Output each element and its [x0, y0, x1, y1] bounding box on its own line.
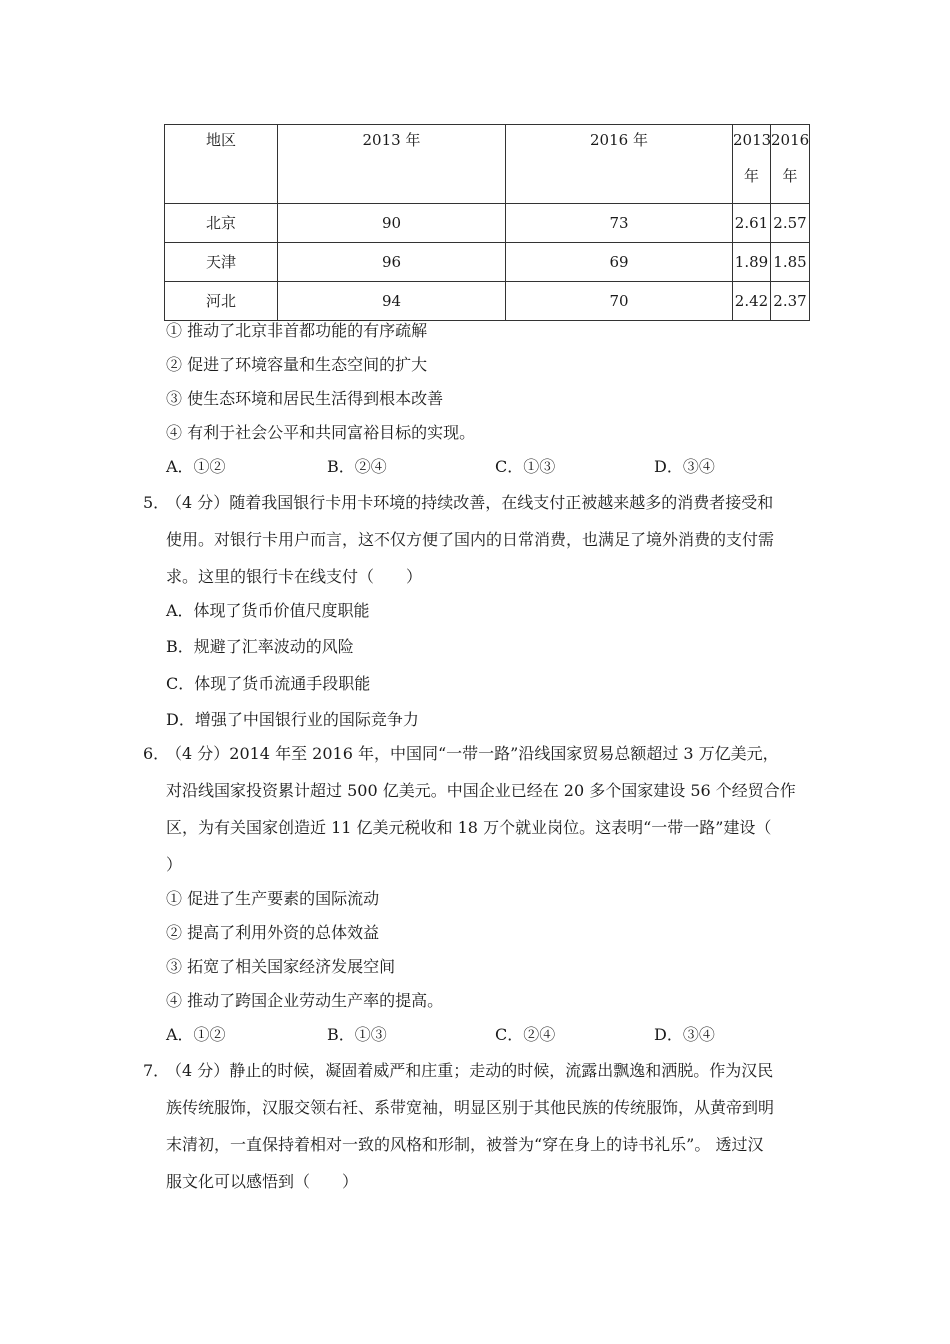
- header-2013: 2013 年: [278, 125, 506, 204]
- data-table: [164, 124, 810, 321]
- q5-line-2: 使用。对银行卡用户而言，这不仅方便了国内的日常消费，也满足了境外消费的支付需: [166, 530, 775, 549]
- cell-value: 94: [278, 282, 506, 321]
- cell-value: 2.37: [771, 282, 810, 321]
- cell-value: 69: [506, 243, 733, 282]
- q6-options: [166, 1024, 806, 1046]
- q7-line-3: 末清初，一直保持着相对一致的风格和形制，被誉为“穿在身上的诗书礼乐”。 透过汉: [166, 1135, 764, 1154]
- q6-statement-2: ② 提高了利用外资的总体效益: [166, 923, 380, 942]
- q7-line-1: （4 分）静止的时候，凝固着威严和庄重；走动的时候，流露出飘逸和洒脱。作为汉民: [166, 1061, 774, 1080]
- header-2016-narrow: [771, 125, 810, 204]
- q4-statement-3: ③ 使生态环境和居民生活得到根本改善: [166, 389, 444, 408]
- table-row: [165, 282, 810, 321]
- header-2016-narrow-unit: 年: [782, 167, 798, 185]
- q4-options: [166, 456, 806, 478]
- q4-option-d[interactable]: D．③④: [654, 457, 715, 476]
- q7-line-2: 族传统服饰，汉服交领右衽、系带宽袖，明显区别于其他民族的传统服饰，从黄帝到明: [166, 1098, 775, 1117]
- q4-option-b[interactable]: B．②④: [327, 457, 387, 476]
- q5-option-b[interactable]: B．规避了汇率波动的风险: [166, 637, 354, 656]
- header-2013-narrow: [733, 125, 771, 204]
- q6-option-d[interactable]: D．③④: [654, 1025, 715, 1044]
- q6-option-b[interactable]: B．①③: [327, 1025, 387, 1044]
- q6-option-c[interactable]: C．②④: [495, 1025, 556, 1044]
- q5-option-c[interactable]: C．体现了货币流通手段职能: [166, 674, 371, 693]
- cell-value: 2.61: [733, 204, 771, 243]
- q5-number: 5．: [143, 493, 170, 512]
- q6-statement-3: ③ 拓宽了相关国家经济发展空间: [166, 957, 396, 976]
- header-region: 地区: [165, 125, 278, 204]
- header-2016: 2016 年: [506, 125, 733, 204]
- q5-line-1: （4 分）随着我国银行卡用卡环境的持续改善，在线支付正被越来越多的消费者接受和: [166, 493, 774, 512]
- cell-value: 96: [278, 243, 506, 282]
- cell-region: 天津: [165, 243, 278, 282]
- q6-line-4: ）: [166, 855, 183, 874]
- header-2013-narrow-year: 2013: [733, 131, 772, 149]
- q5-line-3: 求。这里的银行卡在线支付（ ）: [166, 567, 423, 586]
- q4-statement-4: ④ 有利于社会公平和共同富裕目标的实现。: [166, 423, 476, 442]
- q6-line-1: （4 分）2014 年至 2016 年，中国同“一带一路”沿线国家贸易总额超过 3 万亿美元，: [166, 744, 779, 763]
- cell-value: 70: [506, 282, 733, 321]
- header-2016-narrow-year: 2016: [771, 131, 810, 149]
- table-row: [165, 204, 810, 243]
- q5-option-a[interactable]: A．体现了货币价值尺度职能: [166, 601, 370, 620]
- q4-statement-1: ① 推动了北京非首都功能的有序疏解: [166, 321, 428, 340]
- cell-value: 2.42: [733, 282, 771, 321]
- cell-value: 90: [278, 204, 506, 243]
- q4-statement-2: ② 促进了环境容量和生态空间的扩大: [166, 355, 428, 374]
- header-2013-narrow-unit: 年: [743, 167, 759, 185]
- cell-region: 北京: [165, 204, 278, 243]
- cell-value: 1.85: [771, 243, 810, 282]
- q7-number: 7．: [143, 1061, 170, 1080]
- q4-option-a[interactable]: A．①②: [166, 457, 226, 476]
- cell-region: 河北: [165, 282, 278, 321]
- table-header-row: [165, 125, 810, 204]
- q6-line-3: 区，为有关国家创造近 11 亿美元税收和 18 万个就业岗位。这表明“一带一路”建设（: [166, 818, 772, 837]
- cell-value: 73: [506, 204, 733, 243]
- q6-statement-4: ④ 推动了跨国企业劳动生产率的提高。: [166, 991, 444, 1010]
- cell-value: 2.57: [771, 204, 810, 243]
- q4-option-c[interactable]: C．①③: [495, 457, 556, 476]
- cell-value: 1.89: [733, 243, 771, 282]
- q7-line-4: 服文化可以感悟到（ ）: [166, 1172, 359, 1191]
- q6-option-a[interactable]: A．①②: [166, 1025, 226, 1044]
- table-row: [165, 243, 810, 282]
- q6-statement-1: ① 促进了生产要素的国际流动: [166, 889, 380, 908]
- q5-option-d[interactable]: D．增强了中国银行业的国际竞争力: [166, 710, 419, 729]
- q6-line-2: 对沿线国家投资累计超过 500 亿美元。中国企业已经在 20 多个国家建设 56 个经贸合作: [166, 781, 796, 800]
- q6-number: 6．: [143, 744, 170, 763]
